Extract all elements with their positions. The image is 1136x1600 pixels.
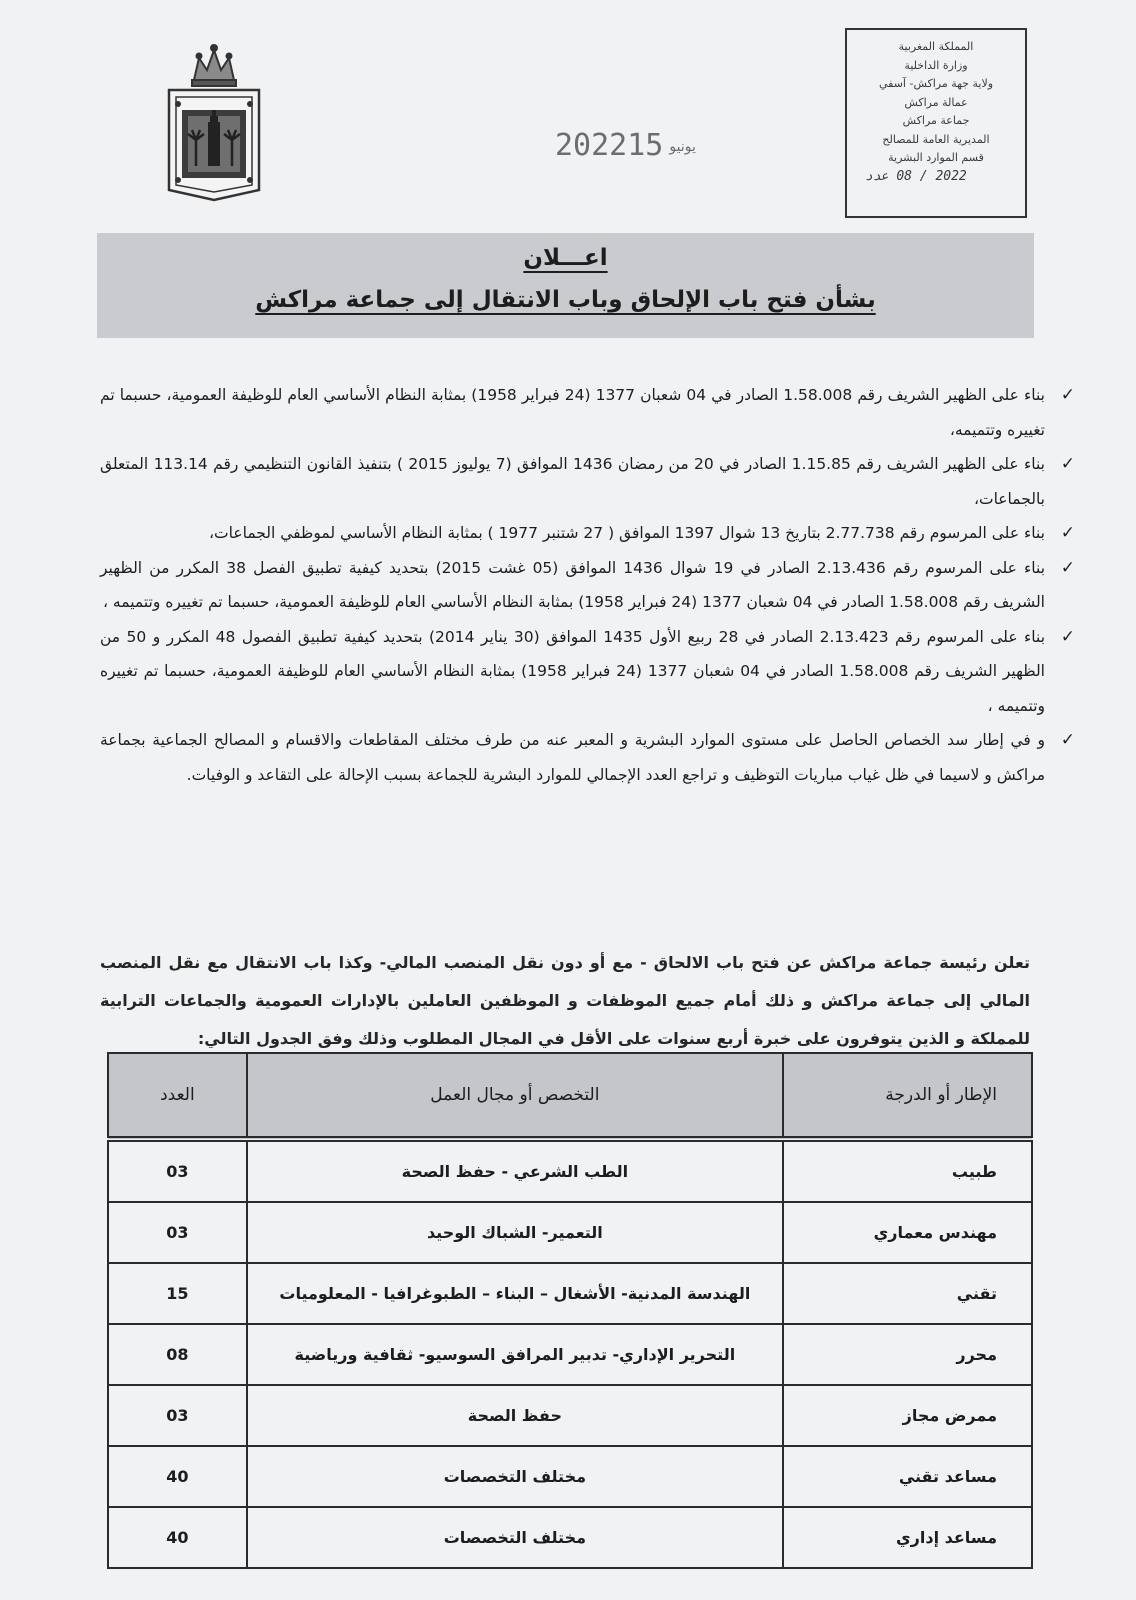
cell-grade: مهندس معماري [783,1202,1032,1263]
cell-count: 03 [108,1385,247,1446]
cell-field: التعمير- الشباك الوحيد [247,1202,783,1263]
header-line: عمالة مراكش [904,95,968,109]
cell-field: مختلف التخصصات [247,1507,783,1568]
checkmark-icon: ✓ [1060,523,1075,543]
column-header-field: التخصص أو مجال العمل [247,1053,783,1139]
header-line: قسم الموارد البشرية [888,151,984,164]
cell-count: 03 [108,1202,247,1263]
table-row [108,1324,1032,1385]
cell-count: 40 [108,1507,247,1568]
header-line: وزارة الداخلية [904,58,968,72]
consideration-text: و في إطار سد الخصاص الحاصل على مستوى الموارد البشرية و المعبر عنه من طرف مختلف المقاطعات والاقسام و المصالح الجماعية بجماعة مراكش و لاسيما في ظل غياب مباريات التوظيف و تراجع العدد الإجمالي للموارد البشرية للجماعة بسبب الإحالة على التقاعد و الوفيات. [100,731,1045,784]
checkmark-icon: ✓ [1060,454,1075,474]
table-row [108,1263,1032,1324]
list-item [100,723,1075,792]
cell-field: الهندسة المدنية- الأشغال – البناء – الطبوغرافيا - المعلوميات [247,1263,783,1324]
column-header-count: العدد [108,1053,247,1139]
list-item [100,551,1075,620]
column-header-grade: الإطار أو الدرجة [783,1053,1032,1139]
table-row [108,1385,1032,1446]
list-item [100,378,1075,447]
header-line: ولاية جهة مراكش- آسفي [878,77,994,90]
consideration-text: بناء على الظهير الشريف رقم 1.15.85 الصادر في 20 من رمضان 1436 الموافق (7 يوليوز 2015 ) بتنفيذ القانون التنظيمي رقم 113.14 المتعلق بالجماعات، [100,455,1045,508]
header-line: المديرية العامة للمصالح [882,132,990,146]
cell-count: 08 [108,1324,247,1385]
municipal-emblem-icon [164,40,264,205]
checkmark-icon: ✓ [1060,557,1075,578]
cell-grade: محرر [783,1324,1032,1385]
checkmark-icon: ✓ [1060,626,1075,647]
date-year: 2022 [555,128,628,163]
table-row [108,1202,1032,1263]
list-item [100,620,1075,724]
title-banner [97,233,1034,338]
page-subtitle: بشأن فتح باب الإلحاق وباب الانتقال إلى جماعة مراكش [255,287,876,313]
legal-considerations-list [100,378,1075,792]
cell-grade: مساعد تقني [783,1446,1032,1507]
table-row [108,1446,1032,1507]
announcement-paragraph: تعلن رئيسة جماعة مراكش عن فتح باب الالحاق - مع أو دون نقل المنصب المالي- وكذا باب الانتقال مع نقل المنصب المالي إلى جماعة مراكش و ذلك أمام جميع الموظفات و الموظفين العاملين بالإدارات العمومية والجماعات الترابية للمملكة و الذين يتوفرون على خبرة أربع سنوات على الأقل في المجال المطلوب وذلك وفق الجدول التالي: [100,953,1030,1048]
date-month: يونيو [669,138,696,155]
cell-count: 40 [108,1446,247,1507]
checkmark-icon: ✓ [1060,730,1075,750]
table-row [108,1139,1032,1202]
list-item [100,516,1075,551]
header-line: المملكة المغربية [898,40,974,53]
issuer-header-box [845,28,1027,218]
positions-table [107,1052,1033,1569]
cell-grade: ممرض مجاز [783,1385,1032,1446]
header-line: جماعة مراكش [902,114,970,127]
reference-number: 2022 / 08 عدد [865,168,967,184]
consideration-text: بناء على المرسوم رقم 2.13.436 الصادر في 19 شوال 1436 الموافق (05 غشت 2015) بتحديد كيفية تطبيق الفصل 38 المكرر من الظهير الشريف رقم 1.58.008 الصادر في 04 شعبان 1377 (24 فبراير 1958) بمثابة النظام الأساسي العام للوظيفة العمومية، حسبما تم تغييره وتتميمه ، [100,558,1046,611]
cell-field: مختلف التخصصات [247,1446,783,1507]
cell-grade: مساعد إداري [783,1507,1032,1568]
cell-field: الطب الشرعي - حفظ الصحة [247,1139,783,1202]
consideration-text: بناء على المرسوم رقم 2.77.738 بتاريخ 13 شوال 1397 الموافق ( 27 شتنبر 1977 ) بمثابة النظام الأساسي لموظفي الجماعات، [209,524,1045,542]
cell-count: 15 [108,1263,247,1324]
checkmark-icon: ✓ [1060,385,1075,405]
cell-field: التحرير الإداري- تدبير المرافق السوسيو- ثقافية ورياضية [247,1324,783,1385]
date-day: 15 [627,128,664,163]
date-stamp [555,128,745,168]
cell-field: حفظ الصحة [247,1385,783,1446]
cell-count: 03 [108,1139,247,1202]
table-header-row [108,1053,1032,1139]
consideration-text: بناء على الظهير الشريف رقم 1.58.008 الصادر في 04 شعبان 1377 (24 فبراير 1958) بمثابة النظام الأساسي العام للوظيفة العمومية، حسبما تم تغييره وتتميمه، [100,386,1045,439]
cell-grade: طبيب [783,1139,1032,1202]
table-row [108,1507,1032,1568]
list-item [100,447,1075,516]
cell-grade: تقني [783,1263,1032,1324]
page-title: اعـــلان [523,245,608,271]
consideration-text: بناء على المرسوم رقم 2.13.423 الصادر في 28 ربيع الأول 1435 الموافق (30 يناير 2014) بتحديد كيفية تطبيق الفصول 48 المكرر و 50 من الظهير الشريف رقم 1.58.008 الصادر في 04 شعبان 1377 (24 فبراير 1958) بمثابة النظام الأساسي العام للوظيفة العمومية، حسبما تم تغييره وتتميمه ، [100,627,1046,715]
